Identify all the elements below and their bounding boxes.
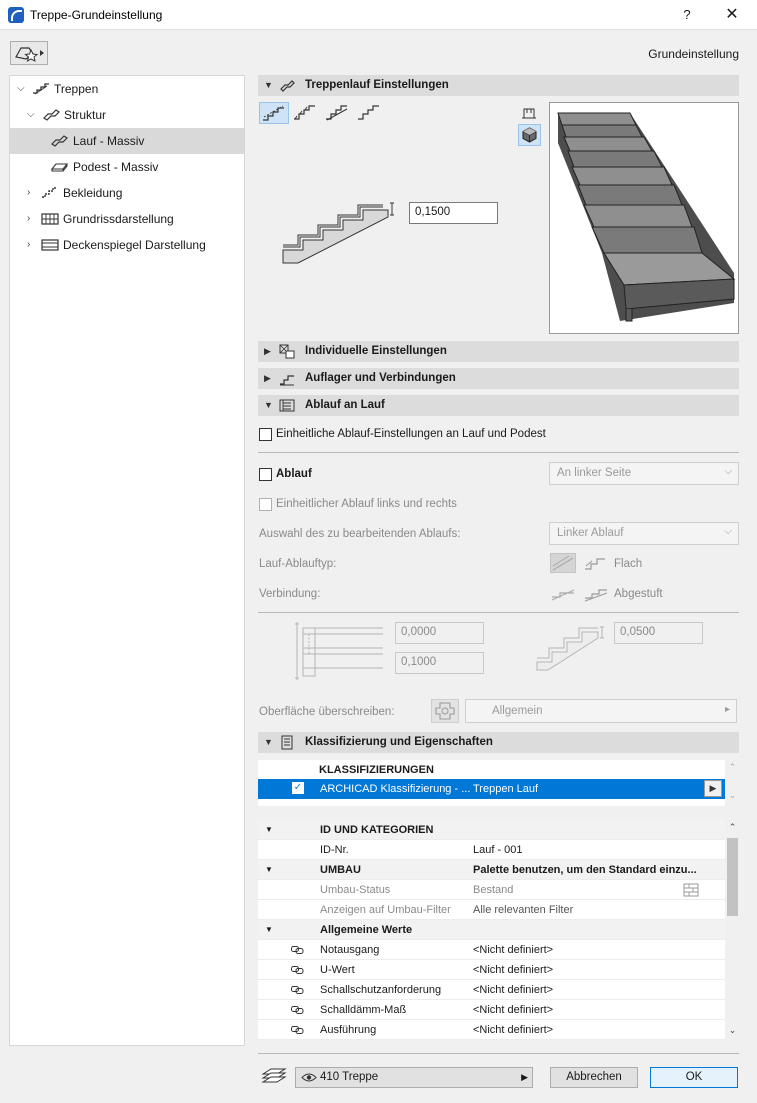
layer-name: 410 Treppe: [320, 1071, 379, 1083]
stair-type-4-icon: [355, 102, 383, 122]
link-icon: [291, 966, 304, 974]
ok-button[interactable]: OK: [650, 1067, 738, 1088]
chevron-down-icon[interactable]: ⌵: [27, 109, 35, 120]
divider: [258, 452, 739, 453]
uniform-drainage-label: Einheitliche Ablauf-Einstellungen an Lauf und Podest: [276, 428, 546, 440]
property-row[interactable]: [258, 840, 725, 860]
help-button[interactable]: ?: [683, 7, 691, 22]
property-row[interactable]: [258, 1000, 725, 1020]
uniform-lr-checkbox[interactable]: [259, 498, 272, 511]
type-option-1-button[interactable]: [550, 553, 576, 573]
divider: [258, 612, 739, 613]
supports-icon: [279, 371, 295, 386]
classification-value: Treppen Lauf: [473, 783, 539, 795]
property-label: Notausgang: [320, 944, 380, 956]
link-icon: [291, 986, 304, 994]
drainage-side-select[interactable]: [549, 462, 739, 485]
property-group-row[interactable]: [258, 820, 725, 840]
classification-scrollbar[interactable]: [726, 760, 739, 806]
classification-header-row: [258, 760, 725, 780]
checkbox-checked-icon[interactable]: ✓: [293, 782, 303, 793]
section-title: Auflager und Verbindungen: [305, 372, 456, 384]
layer-icon-button[interactable]: [259, 1066, 289, 1088]
property-label: Schalldämm-Maß: [320, 1004, 407, 1016]
scrollbar-thumb[interactable]: [727, 838, 738, 916]
property-value[interactable]: Alle relevanten Filter: [473, 904, 574, 916]
classification-table: [258, 760, 725, 806]
classification-row[interactable]: [258, 779, 725, 799]
chevron-right-icon[interactable]: ›: [27, 213, 31, 224]
properties-scrollbar[interactable]: [726, 820, 739, 1040]
view-3d-button[interactable]: [518, 124, 541, 146]
property-value[interactable]: <Nicht definiert>: [473, 1024, 554, 1036]
divider: [258, 1053, 739, 1054]
property-value[interactable]: <Nicht definiert>: [473, 944, 554, 956]
section-title: Treppenlauf Einstellungen: [305, 79, 449, 91]
drainage-profile-diagram: [293, 620, 390, 682]
type-flat-button[interactable]: [583, 553, 609, 573]
tree-item-label: Bekleidung: [63, 186, 123, 200]
collapse-arrow-icon: ▼: [264, 400, 273, 410]
scroll-down-icon[interactable]: ⌄: [728, 1025, 737, 1035]
stair-type-4-button[interactable]: [355, 102, 385, 124]
sloped-surface-icon: [551, 554, 575, 572]
scroll-up-icon[interactable]: ⌃: [728, 822, 737, 832]
drainage-value-2-input[interactable]: 0,1000: [395, 652, 484, 674]
tree-item-label: Lauf - Massiv: [73, 134, 145, 148]
collapse-arrow-icon[interactable]: ▼: [265, 865, 273, 874]
individual-settings-icon: [279, 344, 295, 359]
window-title: Treppe-Grundeinstellung: [30, 8, 163, 22]
section-header-individual[interactable]: [258, 341, 739, 362]
stair-type-2-button[interactable]: [291, 102, 321, 124]
link-icon: [291, 1006, 304, 1014]
stair-3d-model: [550, 103, 738, 333]
property-label: Anzeigen auf Umbau-Filter: [320, 904, 451, 916]
section-header-supports[interactable]: [258, 368, 739, 389]
tree-item-label: Deckenspiegel Darstellung: [63, 238, 206, 252]
ablauf-label: Ablauf: [276, 468, 312, 480]
cancel-button[interactable]: Abbrechen: [550, 1067, 638, 1088]
stair-type-3-button[interactable]: [323, 102, 353, 124]
property-value[interactable]: <Nicht definiert>: [473, 964, 554, 976]
property-row[interactable]: [258, 900, 725, 920]
chevron-right-icon: ▶: [521, 1072, 528, 1082]
layers-icon: [259, 1066, 289, 1088]
tree-item-label: Treppen: [54, 82, 99, 96]
chevron-down-icon: ⌵: [724, 526, 732, 537]
scroll-up-icon[interactable]: ⌃: [728, 762, 737, 772]
collapse-arrow-icon[interactable]: ▼: [265, 925, 273, 934]
select-value: Allgemein: [492, 705, 543, 717]
drainage-step-diagram: [534, 624, 610, 674]
stair-type-straight-button[interactable]: [259, 102, 289, 124]
tree-item-podest-massiv[interactable]: [10, 154, 244, 180]
layer-select[interactable]: [295, 1067, 533, 1088]
chevron-right-icon[interactable]: ›: [27, 187, 31, 198]
surface-brush-icon: [432, 700, 458, 722]
uniform-drainage-checkbox[interactable]: [259, 428, 272, 441]
properties-table: [258, 820, 725, 1040]
type-label: Lauf-Ablauftyp:: [259, 558, 337, 570]
select-value: An linker Seite: [557, 467, 632, 479]
chevron-right-icon: ▸: [724, 704, 730, 715]
property-value[interactable]: Lauf - 001: [473, 844, 523, 856]
chevron-down-icon: ⌵: [724, 466, 732, 477]
eye-icon: [301, 1072, 317, 1083]
cube-icon: [519, 125, 540, 145]
section-title: Individuelle Einstellungen: [305, 345, 447, 357]
column-header: KLASSIFIZIERUNGEN: [319, 764, 434, 776]
flat-drain-icon: [583, 553, 609, 573]
connection-stepped-button[interactable]: [583, 583, 609, 603]
view-2d-button[interactable]: [521, 105, 537, 121]
collapse-arrow-icon: ▼: [264, 737, 273, 747]
select-edit-label: Auswahl des zu bearbeitenden Ablaufs:: [259, 528, 461, 540]
property-row[interactable]: [258, 980, 725, 1000]
classification-label: ARCHICAD Klassifizierung - ...: [320, 783, 471, 795]
run-thickness-input[interactable]: 0,1500: [409, 202, 498, 224]
surface-override-toggle[interactable]: [431, 699, 459, 723]
property-row[interactable]: [258, 940, 725, 960]
connection-label: Verbindung:: [259, 588, 321, 600]
stair-icon: [32, 83, 50, 95]
floor-plan-icon: [41, 213, 59, 225]
section-title: Klassifizierung und Eigenschaften: [305, 736, 493, 748]
section-title: Ablauf an Lauf: [305, 399, 385, 411]
property-label: ID-Nr.: [320, 844, 349, 856]
type-flat-label: Flach: [614, 558, 643, 570]
renovation-palette-icon[interactable]: [683, 883, 699, 897]
drainage-icon: [279, 398, 295, 413]
archicad-app-icon: [8, 7, 24, 23]
property-row[interactable]: [258, 1020, 725, 1040]
chevron-right-icon[interactable]: ›: [27, 239, 31, 250]
select-value: Linker Ablauf: [557, 527, 624, 539]
collapse-arrow-icon[interactable]: ▼: [265, 825, 273, 834]
stair-straight-icon: [260, 103, 288, 123]
property-row[interactable]: [258, 960, 725, 980]
tree-item-label: Struktur: [64, 108, 107, 122]
tree-item-struktur[interactable]: [10, 102, 244, 128]
uniform-lr-label: Einheitlicher Ablauf links und rechts: [276, 498, 457, 510]
cladding-icon: [41, 187, 59, 199]
connection-1-icon: [550, 583, 576, 603]
section-header-drainage[interactable]: [258, 395, 739, 416]
group-label: ID UND KATEGORIEN: [320, 824, 434, 836]
section-header-classification[interactable]: [258, 732, 739, 753]
collapse-arrow-icon: ▼: [264, 80, 273, 90]
group-label: Allgemeine Werte: [320, 924, 413, 936]
connection-stepped-label: Abgestuft: [614, 588, 663, 600]
classification-icon: [279, 735, 295, 750]
ablauf-checkbox[interactable]: [259, 468, 272, 481]
stair-3d-preview: [549, 102, 739, 334]
link-icon: [291, 1026, 304, 1034]
close-button[interactable]: ✕: [725, 6, 739, 23]
classification-menu-button[interactable]: ▶: [704, 780, 722, 797]
stair-section-diagram: [278, 195, 403, 270]
group-value: Palette benutzen, um den Standard einzu...: [473, 864, 697, 876]
stepped-connection-icon: [583, 583, 609, 603]
tree-item-label: Podest - Massiv: [73, 160, 159, 174]
scroll-down-icon[interactable]: ⌄: [728, 790, 737, 800]
property-value[interactable]: <Nicht definiert>: [473, 1004, 554, 1016]
property-group-row[interactable]: [258, 920, 725, 940]
tree-item-treppen[interactable]: [10, 76, 244, 102]
tree-item-lauf-massiv[interactable]: [10, 128, 244, 154]
tree-item-deckenspiegel[interactable]: [10, 232, 244, 258]
property-label: Schallschutzanforderung: [320, 984, 442, 996]
property-value[interactable]: <Nicht definiert>: [473, 984, 554, 996]
property-label: Ausführung: [320, 1024, 377, 1036]
connection-option-1-button[interactable]: [550, 583, 576, 603]
drainage-value-3-input[interactable]: 0,0500: [614, 622, 703, 644]
expand-arrow-icon: ▶: [264, 346, 271, 356]
drainage-value-1-input[interactable]: 0,0000: [395, 622, 484, 644]
run-icon: [50, 135, 68, 147]
ruler-icon: [521, 105, 537, 121]
run-icon: [279, 78, 295, 93]
property-label: U-Wert: [320, 964, 355, 976]
property-group-row[interactable]: [258, 860, 725, 880]
ceiling-plan-icon: [41, 239, 59, 251]
link-icon: [291, 946, 304, 954]
surface-override-label: Oberfläche überschreiben:: [259, 706, 395, 718]
preset-label: Grundeinstellung: [648, 47, 739, 61]
expand-arrow-icon: ▶: [264, 373, 271, 383]
favorites-button[interactable]: [10, 41, 48, 65]
property-row[interactable]: [258, 880, 725, 900]
property-label: Umbau-Status: [320, 884, 391, 896]
tree-item-label: Grundrissdarstellung: [63, 212, 174, 226]
favorites-star-icon: [11, 42, 47, 64]
chevron-down-icon[interactable]: ⌵: [17, 83, 25, 94]
settings-tree: [9, 75, 245, 1046]
edit-drainage-select[interactable]: [549, 522, 739, 545]
structure-icon: [42, 109, 60, 121]
stair-type-3-icon: [323, 102, 351, 122]
group-label: UMBAU: [320, 864, 361, 876]
landing-icon: [50, 161, 68, 173]
section-header-run[interactable]: [258, 75, 739, 96]
tree-item-bekleidung[interactable]: [10, 180, 244, 206]
stair-type-2-icon: [291, 102, 319, 122]
property-value[interactable]: Bestand: [473, 884, 514, 896]
surface-select[interactable]: [465, 699, 737, 723]
tree-item-grundrissdarstellung[interactable]: [10, 206, 244, 232]
